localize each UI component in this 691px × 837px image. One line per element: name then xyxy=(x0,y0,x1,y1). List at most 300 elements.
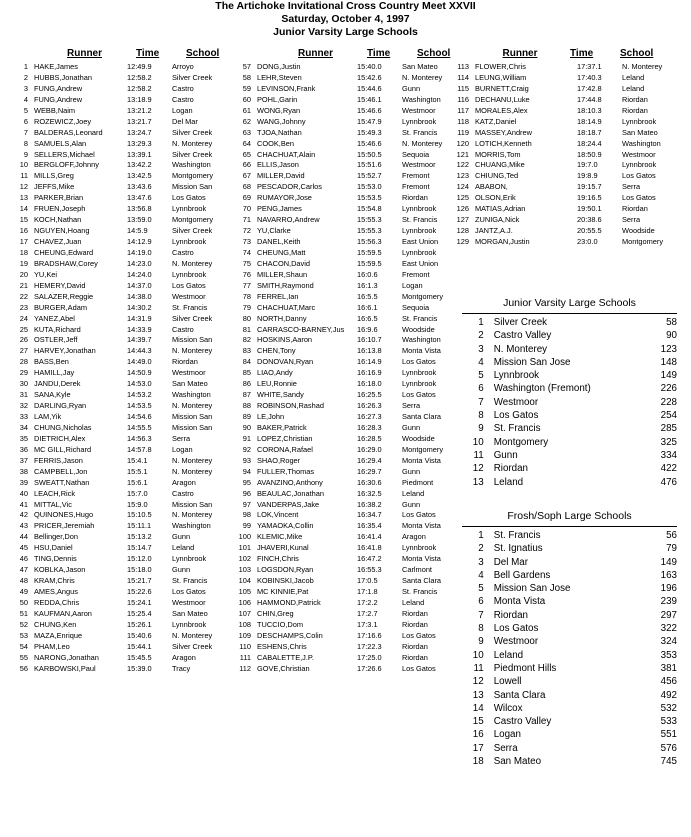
school-name: Riordan xyxy=(402,652,428,662)
runner-name: ELLIS,Jason xyxy=(257,160,299,170)
result-row xyxy=(232,139,450,150)
school-name: Montgomery xyxy=(622,237,664,246)
team-name: Silver Creek xyxy=(493,317,548,328)
finish-time: 14:53.0 xyxy=(127,379,152,389)
runner-name: BERGLOFF,Johnny xyxy=(34,160,99,170)
place: 71 xyxy=(242,215,251,225)
runner-name: ROBINSON,Rashad xyxy=(257,401,324,411)
school-name: N. Monterey xyxy=(402,138,443,148)
place: 60 xyxy=(242,94,251,104)
result-row xyxy=(232,587,450,598)
team-score: 123 xyxy=(660,343,678,355)
column-headings-2 xyxy=(256,48,462,59)
place: 50 xyxy=(19,597,28,607)
finish-time: 18:50.9 xyxy=(577,149,602,159)
place: 35 xyxy=(19,433,28,443)
place: 75 xyxy=(242,258,251,268)
place: 110 xyxy=(239,641,251,651)
finish-time: 14:54.6 xyxy=(127,412,152,421)
place: 92 xyxy=(242,444,251,454)
runner-name: WANG,Johnny xyxy=(257,116,306,126)
runner-name: AVANZINO,Anthony xyxy=(257,477,323,487)
team-place: 9 xyxy=(478,636,484,648)
result-row xyxy=(4,456,228,467)
place: 106 xyxy=(238,597,251,607)
runner-name: YU,Clarke xyxy=(257,226,291,236)
runner-name: GOVE,Christian xyxy=(257,663,310,673)
place: 122 xyxy=(456,160,469,170)
place: 121 xyxy=(456,149,469,159)
place: 104 xyxy=(238,576,251,586)
runner-name: MILLER,David xyxy=(257,171,305,181)
runner-name: SANA,Kyle xyxy=(34,390,71,400)
place: 118 xyxy=(457,116,469,126)
team-row xyxy=(462,529,677,542)
result-row xyxy=(232,270,450,281)
team-standings-title: Frosh/Soph Large Schools xyxy=(507,510,632,522)
place: 67 xyxy=(242,171,251,181)
finish-time: 17:37.1 xyxy=(577,62,602,71)
school-name: East Union xyxy=(402,258,439,268)
finish-time: 14:19.0 xyxy=(127,247,152,257)
runner-name: FUNG,Andrew xyxy=(34,94,83,104)
finish-time: 15:53.5 xyxy=(357,193,382,203)
place: 15 xyxy=(19,215,28,225)
team-row xyxy=(462,409,677,422)
finish-time: 13:43.6 xyxy=(127,182,152,192)
result-row xyxy=(4,401,228,412)
runner-name: HOSKINS,Aaron xyxy=(257,335,313,345)
school-name: Gunn xyxy=(172,565,191,575)
place: 47 xyxy=(19,565,28,575)
result-row xyxy=(232,193,450,204)
team-score: 297 xyxy=(660,609,678,621)
school-name: Lynnbrook xyxy=(172,554,207,564)
finish-time: 17:25.0 xyxy=(357,652,382,662)
result-row xyxy=(449,193,684,204)
result-row xyxy=(232,226,450,237)
finish-time: 15:42.6 xyxy=(357,72,382,82)
result-row xyxy=(4,620,228,631)
finish-time: 14:39.7 xyxy=(127,335,152,345)
finish-time: 15:40.6 xyxy=(127,630,152,640)
team-score: 163 xyxy=(660,569,678,581)
school-name: San Mateo xyxy=(402,62,438,71)
finish-time: 17:22.3 xyxy=(357,641,382,651)
team-score: 228 xyxy=(660,396,678,408)
school-name: Gunn xyxy=(402,83,421,93)
result-row xyxy=(232,281,450,292)
runner-name: LAM,Yik xyxy=(34,412,62,421)
result-row xyxy=(4,521,228,532)
school-name: Lynnbrook xyxy=(402,226,437,236)
finish-time: 18:10.3 xyxy=(577,105,602,115)
team-name: Westmoor xyxy=(493,396,539,408)
runner-name: MITTAL,Vic xyxy=(34,499,72,509)
place: 72 xyxy=(242,226,251,236)
runner-name: CHEUNG,Matt xyxy=(257,247,306,257)
result-row xyxy=(4,182,228,193)
result-row xyxy=(4,62,228,73)
team-score: 745 xyxy=(660,756,678,768)
finish-time: 17:2.7 xyxy=(357,608,378,618)
place: 63 xyxy=(242,127,251,137)
finish-time: 14:44.3 xyxy=(127,346,152,356)
place: 73 xyxy=(242,237,251,246)
place: 43 xyxy=(19,521,28,531)
finish-time: 15:4.1 xyxy=(127,455,148,465)
team-standings-title: Junior Varsity Large Schools xyxy=(503,297,636,309)
school-name: Aragon xyxy=(402,532,426,542)
place: 3 xyxy=(23,83,28,93)
team-place: 2 xyxy=(478,330,484,342)
school-name: N. Monterey xyxy=(172,455,213,465)
runner-name: KAUFMAN,Aaron xyxy=(34,608,92,618)
runner-name: LEVINSON,Frank xyxy=(257,83,316,93)
team-name: Gunn xyxy=(493,449,518,461)
place: 116 xyxy=(457,94,469,104)
result-row xyxy=(449,226,684,237)
place: 103 xyxy=(238,565,251,575)
team-name: Monta Vista xyxy=(493,596,546,608)
team-place: 6 xyxy=(478,383,484,395)
time-heading: Time xyxy=(136,48,160,59)
team-name: Leland xyxy=(493,476,524,488)
result-row xyxy=(4,314,228,325)
place: 42 xyxy=(19,510,28,520)
result-row xyxy=(449,139,684,150)
place: 49 xyxy=(19,587,28,596)
school-name: Fremont xyxy=(402,182,430,192)
result-row xyxy=(232,62,450,73)
result-row xyxy=(4,543,228,554)
place: 21 xyxy=(19,280,28,290)
result-row xyxy=(232,664,450,675)
meet-title: The Artichoke Invitational Cross Country Meet XXVII xyxy=(215,0,476,12)
finish-time: 16:6.1 xyxy=(357,302,378,312)
place: 79 xyxy=(242,302,251,312)
school-name: Westmoor xyxy=(172,368,206,378)
finish-time: 12:49.9 xyxy=(127,62,152,71)
finish-time: 15:22.6 xyxy=(127,587,152,596)
school-name: Fremont xyxy=(402,171,430,181)
team-score: 149 xyxy=(660,556,678,568)
team-place: 7 xyxy=(478,609,484,621)
school-heading: School xyxy=(186,48,220,59)
school-name: Logan xyxy=(172,444,193,454)
team-score: 334 xyxy=(660,449,678,461)
team-score: 576 xyxy=(660,742,678,754)
school-name: Castro xyxy=(172,94,194,104)
school-name: Westmoor xyxy=(402,105,436,115)
team-name: Del Mar xyxy=(493,556,528,568)
runner-name: SWEATT,Nathan xyxy=(34,477,90,487)
divider xyxy=(462,526,677,527)
team-row xyxy=(462,542,677,555)
team-score: 254 xyxy=(660,410,678,422)
finish-time: 13:24.7 xyxy=(127,127,152,137)
runner-name: FUNG,Andrew xyxy=(34,83,83,93)
runner-name: LOPEZ,Christian xyxy=(257,433,313,443)
division-title: Junior Varsity Large Schools xyxy=(273,26,418,38)
result-row xyxy=(232,609,450,620)
finish-time: 17:26.6 xyxy=(357,663,382,673)
school-name: Riordan xyxy=(402,641,428,651)
school-name: St. Francis xyxy=(402,313,438,323)
finish-time: 14:49.0 xyxy=(127,357,152,367)
finish-time: 14:50.9 xyxy=(127,368,152,378)
result-row xyxy=(232,117,450,128)
place: 98 xyxy=(242,510,251,520)
place: 39 xyxy=(19,477,28,487)
runner-name: SALAZER,Reggie xyxy=(34,291,94,301)
finish-time: 17:3.1 xyxy=(357,619,378,629)
result-row xyxy=(232,510,450,521)
result-row xyxy=(4,664,228,675)
school-name: Riordan xyxy=(622,105,648,115)
place: 74 xyxy=(242,247,251,257)
school-name: Silver Creek xyxy=(172,226,213,236)
result-row xyxy=(4,281,228,292)
runner-name: REDDA,Chris xyxy=(34,597,80,607)
divider xyxy=(462,313,677,314)
place: 84 xyxy=(242,357,251,367)
finish-time: 15:46.1 xyxy=(357,94,382,104)
team-row xyxy=(462,649,677,662)
place: 97 xyxy=(242,499,251,509)
school-name: Los Gatos xyxy=(172,280,206,290)
finish-time: 16:26.3 xyxy=(357,401,382,411)
finish-time: 15:55.3 xyxy=(357,215,382,225)
school-name: Mission San xyxy=(172,499,213,509)
result-row xyxy=(4,215,228,226)
team-row xyxy=(462,715,677,728)
runner-name: LEHR,Steven xyxy=(257,72,302,82)
place: 86 xyxy=(242,379,251,389)
team-name: Santa Clara xyxy=(493,689,546,701)
result-row xyxy=(4,554,228,565)
finish-time: 16:28.3 xyxy=(357,422,382,432)
result-row xyxy=(232,106,450,117)
place: 8 xyxy=(23,138,28,148)
finish-time: 16:25.5 xyxy=(357,390,382,400)
team-score: 90 xyxy=(666,330,678,342)
result-row xyxy=(4,631,228,642)
team-row xyxy=(462,755,677,768)
runner-name: MILLER,Shaun xyxy=(257,269,308,279)
result-row xyxy=(232,467,450,478)
runner-name: NGUYEN,Hoang xyxy=(34,226,90,236)
runner-name: JANDU,Derek xyxy=(34,379,81,389)
team-place: 17 xyxy=(472,742,484,754)
team-row xyxy=(462,556,677,569)
team-score: 456 xyxy=(660,676,678,688)
school-name: St. Francis xyxy=(402,587,438,596)
runner-name: MORRIS,Tom xyxy=(475,149,521,159)
team-name: Mission San Jose xyxy=(493,356,571,368)
result-row xyxy=(4,237,228,248)
finish-time: 16:16.9 xyxy=(357,368,382,378)
finish-time: 15:11.1 xyxy=(127,521,152,531)
runner-name: CHEUNG,Edward xyxy=(34,247,94,257)
team-place: 3 xyxy=(478,343,484,355)
runner-name: JANTZ,A.J. xyxy=(475,226,513,236)
runner-name: WHITE,Sandy xyxy=(257,390,304,400)
team-score: 422 xyxy=(660,463,678,475)
school-name: Carlmont xyxy=(402,565,432,575)
team-score: 325 xyxy=(660,436,678,448)
runner-name: ABABON, xyxy=(475,182,508,192)
place: 62 xyxy=(242,116,251,126)
school-name: San Mateo xyxy=(172,608,208,618)
result-row xyxy=(4,379,228,390)
result-row xyxy=(4,510,228,521)
place: 59 xyxy=(242,83,251,93)
place: 23 xyxy=(19,302,28,312)
place: 109 xyxy=(238,630,251,640)
school-name: Leland xyxy=(172,543,195,553)
result-row xyxy=(449,128,684,139)
team-name: Serra xyxy=(493,742,518,754)
results-column-3 xyxy=(449,62,684,248)
place: 66 xyxy=(242,160,251,170)
team-name: Logan xyxy=(493,729,521,741)
team-row xyxy=(462,436,677,449)
team-row xyxy=(462,595,677,608)
school-name: Leland xyxy=(622,83,645,93)
runner-name: DANEL,Keith xyxy=(257,237,301,246)
finish-time: 18:14.9 xyxy=(577,116,602,126)
runner-name: MORGAN,Justin xyxy=(475,237,530,246)
finish-time: 16:47.2 xyxy=(357,554,382,564)
team-score: 381 xyxy=(660,662,678,674)
school-name: Woodside xyxy=(402,433,435,443)
team-score: 79 xyxy=(666,543,678,555)
finish-time: 17:40.3 xyxy=(577,72,602,82)
place: 117 xyxy=(457,105,469,115)
team-name: Piedmont Hills xyxy=(493,662,557,674)
team-row xyxy=(462,422,677,435)
school-name: Riordan xyxy=(172,357,198,367)
place: 85 xyxy=(242,368,251,378)
place: 61 xyxy=(242,105,251,115)
team-score: 148 xyxy=(660,356,678,368)
runner-name: TUCCIO,Dom xyxy=(257,619,303,629)
finish-time: 19:15.7 xyxy=(577,182,602,192)
place: 105 xyxy=(238,587,251,596)
finish-time: 15:21.7 xyxy=(127,576,152,586)
runner-name: LEUNG,William xyxy=(475,72,527,82)
runner-heading: Runner xyxy=(298,48,333,59)
result-row xyxy=(232,215,450,226)
finish-time: 16:1.3 xyxy=(357,280,378,290)
runner-name: ZUNIGA,Nick xyxy=(475,215,520,225)
finish-time: 16:6.5 xyxy=(357,313,378,323)
runner-name: JHAVERI,Kunal xyxy=(257,543,309,553)
school-name: Leland xyxy=(622,72,645,82)
result-row xyxy=(4,193,228,204)
runner-name: SELLERS,Michael xyxy=(34,149,95,159)
result-row xyxy=(4,346,228,357)
finish-time: 14:31.9 xyxy=(127,313,152,323)
finish-time: 14:56.3 xyxy=(127,433,152,443)
result-row xyxy=(449,160,684,171)
school-name: Riordan xyxy=(622,204,648,214)
runner-name: VANDERPAS,Jake xyxy=(257,499,320,509)
school-name: Castro xyxy=(172,324,194,334)
school-name: N. Monterey xyxy=(172,138,213,148)
result-row xyxy=(232,532,450,543)
place: 52 xyxy=(19,619,28,629)
runner-name: CHACHUAT,Alain xyxy=(257,149,316,159)
team-name: Castro Valley xyxy=(493,330,552,342)
runner-name: LOK,Vincent xyxy=(257,510,299,520)
team-place: 11 xyxy=(473,449,484,461)
runner-name: KRAM,Chris xyxy=(34,576,75,586)
time-heading: Time xyxy=(570,48,594,59)
school-name: Riordan xyxy=(402,193,428,203)
team-name: Bell Gardens xyxy=(493,569,551,581)
result-row xyxy=(4,84,228,95)
school-name: Silver Creek xyxy=(172,127,213,137)
result-row xyxy=(4,390,228,401)
team-place: 10 xyxy=(472,649,484,661)
place: 114 xyxy=(457,72,469,82)
school-name: Lynnbrook xyxy=(402,116,437,126)
school-name: N. Monterey xyxy=(172,346,213,356)
place: 126 xyxy=(456,204,469,214)
team-score: 324 xyxy=(660,636,678,648)
result-row xyxy=(232,84,450,95)
runner-name: HEMERY,David xyxy=(34,280,86,290)
result-row xyxy=(4,423,228,434)
school-name: Mission San xyxy=(172,182,213,192)
place: 45 xyxy=(19,543,28,553)
school-name: Serra xyxy=(402,401,421,411)
team-name: Lynnbrook xyxy=(493,370,540,382)
result-row xyxy=(449,117,684,128)
place: 123 xyxy=(456,171,469,181)
place: 95 xyxy=(242,477,251,487)
place: 2 xyxy=(23,72,28,82)
runner-name: DONG,Justin xyxy=(257,62,301,71)
place: 88 xyxy=(242,401,251,411)
result-row xyxy=(449,62,684,73)
place: 108 xyxy=(238,619,251,629)
school-name: N. Monterey xyxy=(622,62,663,71)
finish-time: 15:24.1 xyxy=(127,597,152,607)
team-row xyxy=(462,396,677,409)
finish-time: 14:55.5 xyxy=(127,422,152,432)
team-place: 1 xyxy=(478,530,484,541)
finish-time: 13:59.0 xyxy=(127,215,152,225)
team-score: 239 xyxy=(660,596,678,608)
school-name: Lynnbrook xyxy=(172,204,207,214)
place: 125 xyxy=(456,193,469,203)
result-row xyxy=(232,521,450,532)
finish-time: 15:5.1 xyxy=(127,466,148,476)
finish-time: 14:33.9 xyxy=(127,324,152,334)
finish-time: 12:58.2 xyxy=(127,72,152,82)
school-name: Aragon xyxy=(172,477,196,487)
place: 1 xyxy=(23,62,28,71)
result-row xyxy=(232,576,450,587)
result-row xyxy=(232,653,450,664)
finish-time: 13:39.1 xyxy=(127,149,152,159)
place: 115 xyxy=(457,83,469,93)
finish-time: 16:41.8 xyxy=(357,543,382,553)
result-row xyxy=(4,248,228,259)
